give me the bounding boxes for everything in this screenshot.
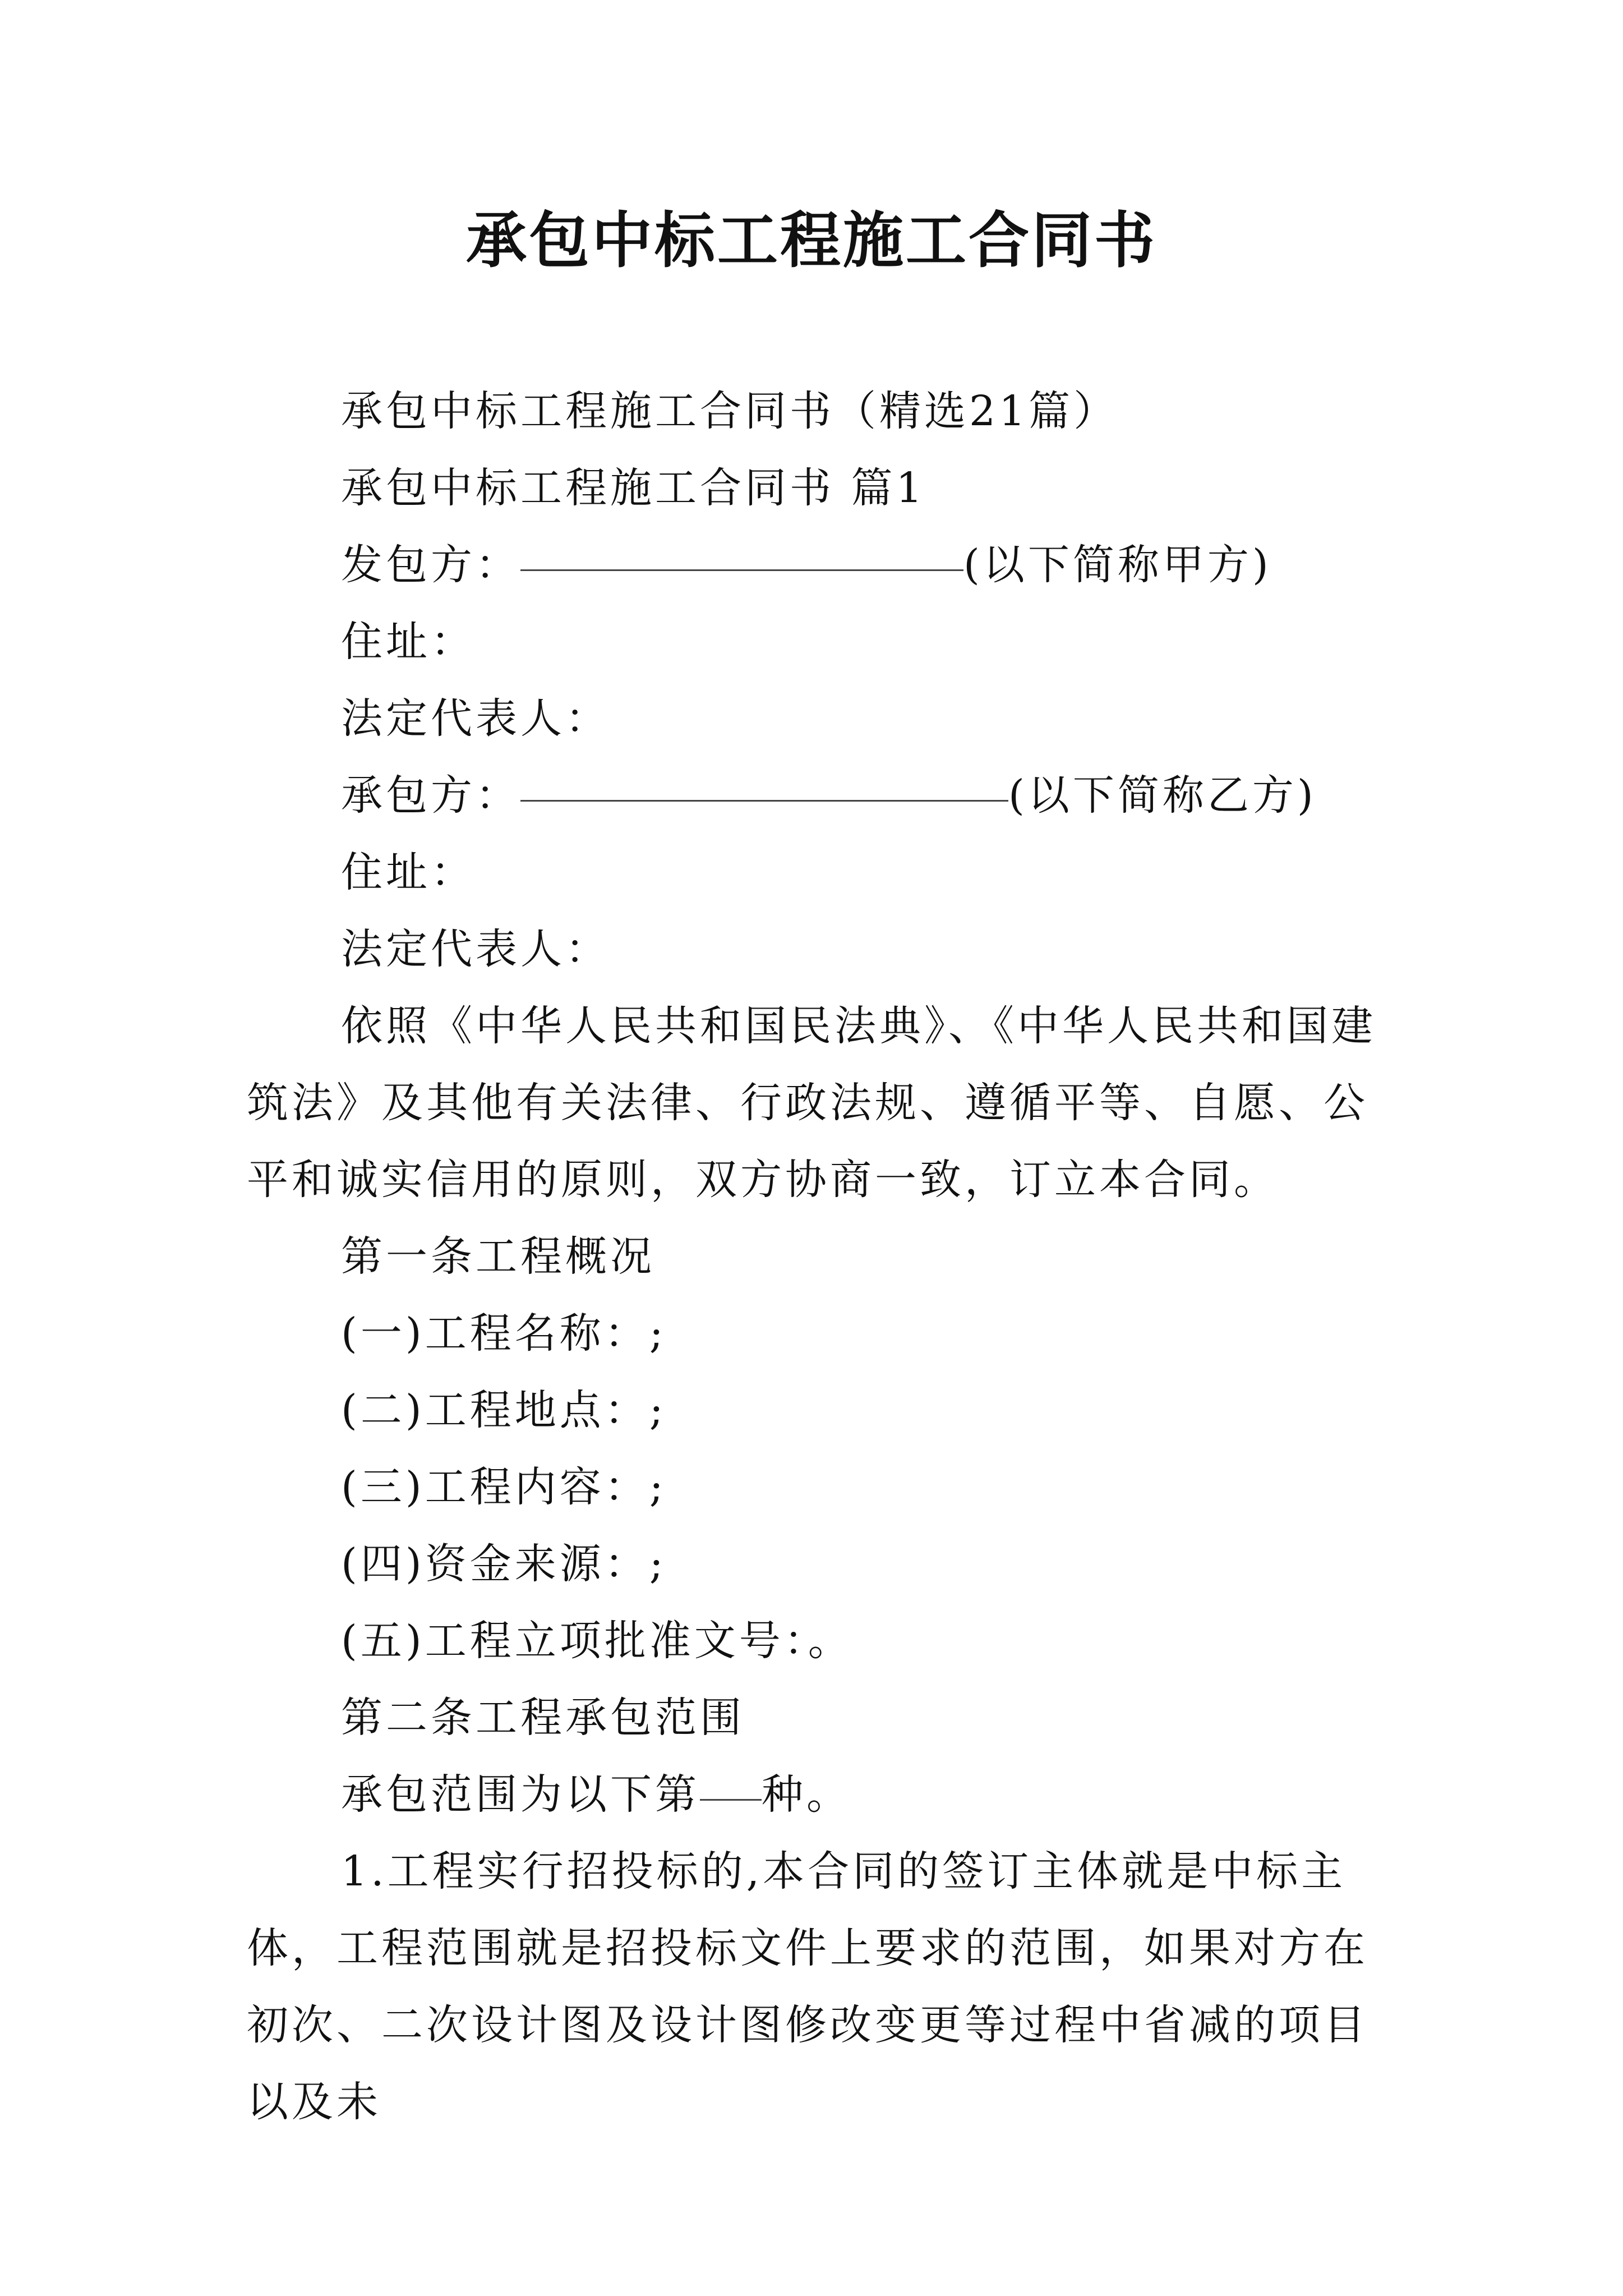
party-a-suffix: (以下简称甲方) <box>963 541 1272 589</box>
article-1-item: (三)工程内容：; <box>341 1463 667 1511</box>
article-1-title: 第一条工程概况 <box>341 1232 655 1281</box>
article-1-item: (四)资金来源：; <box>341 1540 667 1588</box>
document-body <box>247 373 1385 2141</box>
party-a-label: 发包方： <box>341 541 520 589</box>
scope-blank <box>700 1757 762 1801</box>
article-1-item: (二)工程地点：; <box>341 1386 667 1434</box>
preamble-paragraph: 依照《中华人民共和国民法典》、《中华人民共和国建筑法》及其他有关法律、行政法规、遵循平等、自愿、公平和诚实信用的原则，双方协商一致，订立本合同。 <box>247 1002 1376 1204</box>
party-b-label: 承包方： <box>341 771 520 820</box>
party-a-line <box>247 527 1385 604</box>
party-b-suffix: (以下简称乙方) <box>1008 771 1317 820</box>
scope-item-1: 1.工程实行招投标的,本合同的签订主体就是中标主体，工程范围就是招投标文件上要求的范围，如果对方在初次、二次设计图及设计图修改变更等过程中省减的项目以及未 <box>247 1847 1368 2126</box>
party-a-address: 住址： <box>341 618 476 666</box>
article-1-item: (五)工程立项批准文号：。 <box>341 1617 853 1665</box>
article-2-title: 第二条工程承包范围 <box>341 1694 745 1742</box>
party-b-representative: 法定代表人： <box>341 925 610 973</box>
party-a-blank <box>520 528 963 571</box>
subtitle: 承包中标工程施工合同书（精选21篇） <box>341 387 1119 435</box>
section-heading: 承包中标工程施工合同书 篇1 <box>341 464 926 512</box>
party-b-address: 住址： <box>341 848 476 896</box>
article-1-item: (一)工程名称：; <box>341 1309 667 1358</box>
scope-prefix: 承包范围为以下第 <box>341 1770 700 1819</box>
party-b-line <box>247 757 1385 834</box>
party-b-blank <box>520 758 1008 802</box>
party-a-representative: 法定代表人： <box>341 694 610 743</box>
scope-line <box>247 1756 1385 1833</box>
document-title: 承包中标工程施工合同书 <box>465 206 1157 276</box>
scope-suffix: 种。 <box>762 1770 851 1819</box>
